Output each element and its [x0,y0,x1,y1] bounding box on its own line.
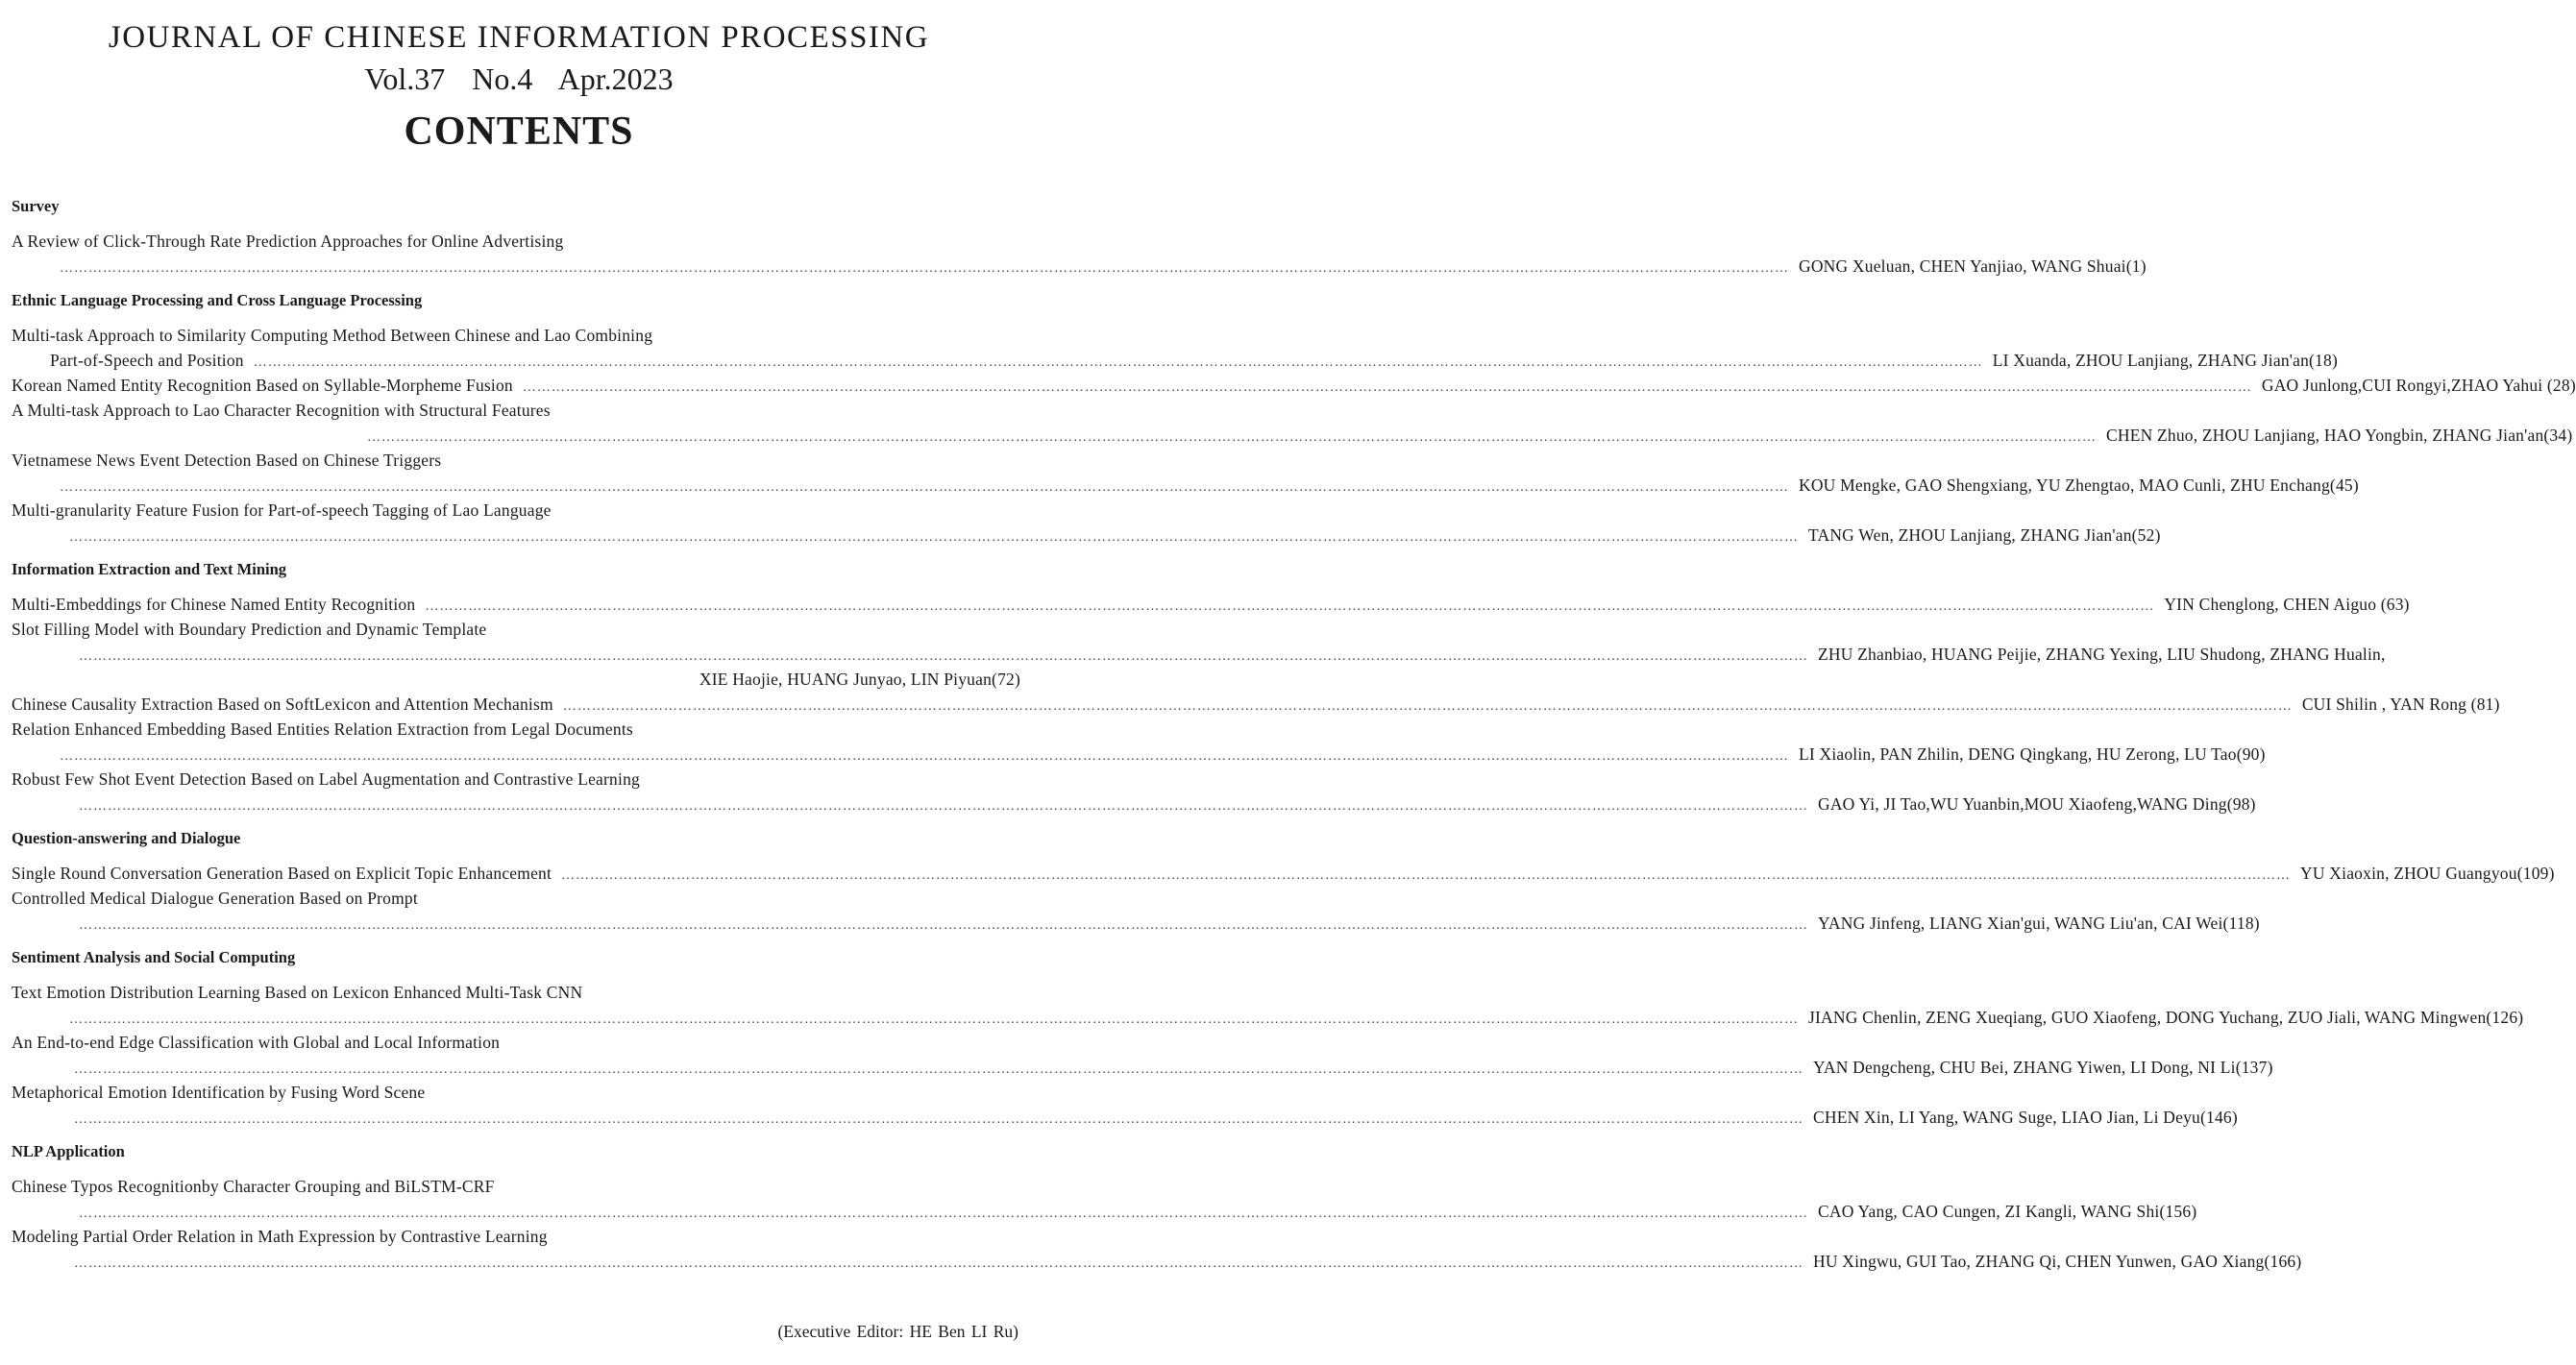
entry-title-text: Korean Named Entity Recognition Based on Syllable-Morpheme Fusion [12,376,513,395]
toc-entry[interactable] [12,861,2555,886]
entry-title-text: Metaphorical Emotion Identification by Fusing Word Scene [12,1083,426,1102]
section-title: Question-answering and Dialogue [12,829,241,847]
section-title: Ethnic Language Processing and Cross Language Processing [12,291,423,309]
toc-entry[interactable] [12,498,2161,548]
entry-author-line [12,1105,2238,1130]
entry-title-text: Vietnamese News Event Detection Based on Chinese Triggers [12,451,442,470]
entry-title-text: Controlled Medical Dialogue Generation Based on Prompt [12,889,418,908]
entry-author-line [12,692,2500,717]
entry-author-line [12,861,2555,886]
toc-entry[interactable] [12,448,2359,498]
entry-author-line [12,1249,2302,1274]
entry-authors-page: GAO Junlong,CUI Rongyi,ZHAO Yahui (28) [2261,376,2576,395]
entry-author-line [12,1055,2273,1080]
dot-leader: ……………………………………………………………………………………………………………………………………………………………………………………………………………………………………………………………………………………………………………………………… [79,918,1808,933]
entry-author-line [12,792,2256,817]
entry-authors-page: HU Xingwu, GUI Tao, ZHANG Qi, CHEN Yunwen, GAO Xiang(166) [1813,1252,2302,1271]
toc-entry[interactable] [12,717,2266,767]
toc-section [12,557,2500,817]
entry-authors-page: CHEN Xin, LI Yang, WANG Suge, LIAO Jian, Li Deyu(146) [1813,1108,2238,1127]
entry-title-text: Multi-task Approach to Similarity Computing Method Between Chinese and Lao Combining [12,326,653,345]
entry-author-line [12,1199,2197,1224]
toc-entry[interactable] [12,692,2500,717]
dot-leader: ……………………………………………………………………………………………………………………………………………………………………………………………………………………………………………………………………………………………………………………………… [561,868,2292,883]
dot-leader: ……………………………………………………………………………………………………………………………………………………………………………………………………………………………………………………………………………………………………………………………… [562,699,2293,714]
journal-header [0,17,1038,159]
toc-entry[interactable] [12,617,2386,692]
toc-section [12,826,2555,936]
toc-entry[interactable] [12,398,2573,448]
toc-entry[interactable] [12,886,2260,936]
section-title: NLP Application [12,1142,125,1160]
entry-author-line [12,642,2386,667]
entry-author-line [12,348,2338,373]
entry-author-line [12,373,2576,398]
executive-editor-note: (Executive Editor: HE Ben LI Ru) [777,1322,1018,1341]
entry-authors-page: GONG Xueluan, CHEN Yanjiao, WANG Shuai(1) [1799,256,2147,276]
entry-authors-page: TANG Wen, ZHOU Lanjiang, ZHANG Jian'an(52) [1808,525,2161,545]
toc-entry[interactable] [12,592,2410,617]
section-title: Survey [12,197,60,215]
entry-authors-page: CAO Yang, CAO Cungen, ZI Kangli, WANG Shi(156) [1818,1202,2197,1221]
entry-authors-page: KOU Mengke, GAO Shengxiang, YU Zhengtao, MAO Cunli, ZHU Enchang(45) [1799,475,2359,495]
table-of-contents [12,194,2576,1283]
toc-entry[interactable] [12,229,2147,279]
issue-info: Vol.37 No.4 Apr.2023 [364,61,674,96]
dot-leader: ……………………………………………………………………………………………………………………………………………………………………………………………………………………………………………………………………………………………………………………………… [253,355,1983,370]
contents-heading: CONTENTS [404,110,634,154]
entry-title-text: Modeling Partial Order Relation in Math Expression by Contrastive Learning [12,1227,548,1246]
entry-authors-page: LI Xiaolin, PAN Zhilin, DENG Qingkang, HU Zerong, LU Tao(90) [1799,744,2266,764]
toc-entry[interactable] [12,1224,2302,1274]
toc-entry[interactable] [12,373,2576,398]
entry-author-line [12,473,2359,498]
entry-author-line [12,423,2573,448]
dot-leader: ……………………………………………………………………………………………………………………………………………………………………………………………………………………………………………………………………………………………………………………………… [367,430,2097,445]
dot-leader: ……………………………………………………………………………………………………………………………………………………………………………………………………………………………………………………………………………………………………………………………… [79,799,1808,814]
entry-title-text: Text Emotion Distribution Learning Based on Lexicon Enhanced Multi-Task CNN [12,983,583,1002]
entry-authors-page: YAN Dengcheng, CHU Bei, ZHANG Yiwen, LI Dong, NI Li(137) [1813,1058,2273,1077]
dot-leader: ……………………………………………………………………………………………………………………………………………………………………………………………………………………………………………………………………………………………………………………………… [425,599,2155,614]
entry-title-text: Single Round Conversation Generation Based on Explicit Topic Enhancement [12,864,552,883]
journal-title: JOURNAL OF CHINESE INFORMATION PROCESSING [108,20,930,55]
toc-entry[interactable] [12,1080,2238,1130]
entry-authors-continued: XIE Haojie, HUANG Junyao, LIN Piyuan(72) [699,670,1020,689]
entry-title-text: Robust Few Shot Event Detection Based on Label Augmentation and Contrastive Learning [12,769,640,789]
entry-authors-page: YANG Jinfeng, LIANG Xian'gui, WANG Liu'an, CAI Wei(118) [1818,914,2260,933]
entry-title-text: A Review of Click-Through Rate Prediction Approaches for Online Advertising [12,232,564,251]
entry-authors-page: ZHU Zhanbiao, HUANG Peijie, ZHANG Yexing, LIU Shudong, ZHANG Hualin, [1818,645,2386,664]
dot-leader: ……………………………………………………………………………………………………………………………………………………………………………………………………………………………………………………………………………………………………………………………… [74,1112,1803,1127]
toc-entry[interactable] [12,323,2338,373]
toc-section [12,945,2524,1130]
entry-title-text: Chinese Typos Recognitionby Character Grouping and BiLSTM-CRF [12,1177,495,1196]
entry-title-text: A Multi-task Approach to Lao Character Recognition with Structural Features [12,401,551,420]
entry-author-line [12,1005,2524,1030]
toc-section [12,288,2576,548]
section-title: Sentiment Analysis and Social Computing [12,948,296,966]
dot-leader: ……………………………………………………………………………………………………………………………………………………………………………………………………………………………………………………………………………………………………………………………… [522,380,2252,395]
dot-leader: ……………………………………………………………………………………………………………………………………………………………………………………………………………………………………………………………………………………………………………………………… [74,1256,1803,1271]
entry-authors-page: LI Xuanda, ZHOU Lanjiang, ZHANG Jian'an(18) [1992,351,2338,370]
entry-authors-page: CHEN Zhuo, ZHOU Lanjiang, HAO Yongbin, ZHANG Jian'an(34) [2106,426,2573,445]
entry-author-line [12,254,2147,279]
dot-leader: ……………………………………………………………………………………………………………………………………………………………………………………………………………………………………………………………………………………………………………………………… [79,649,1808,664]
entry-title-text: Part-of-Speech and Position [50,351,244,370]
entry-title-text: An End-to-end Edge Classification with Global and Local Information [12,1033,501,1052]
entry-title-text: Slot Filling Model with Boundary Prediction and Dynamic Template [12,620,487,639]
entry-title-text: Multi-granularity Feature Fusion for Part-of-speech Tagging of Lao Language [12,500,552,520]
entry-authors-page: JIANG Chenlin, ZENG Xueqiang, GUO Xiaofeng, DONG Yuchang, ZUO Jiali, WANG Mingwen(126) [1808,1008,2524,1027]
dot-leader: ……………………………………………………………………………………………………………………………………………………………………………………………………………………………………………………………………………………………………………………………… [79,1207,1808,1221]
dot-leader: ……………………………………………………………………………………………………………………………………………………………………………………………………………………………………………………………………………………………………………………………… [60,749,1789,764]
entry-authors-page: GAO Yi, JI Tao,WU Yuanbin,MOU Xiaofeng,WANG Ding(98) [1818,794,2256,814]
dot-leader: ……………………………………………………………………………………………………………………………………………………………………………………………………………………………………………………………………………………………………………………………… [60,261,1789,276]
toc-section [12,1139,2302,1274]
section-title: Information Extraction and Text Mining [12,560,287,578]
toc-entry[interactable] [12,1030,2273,1080]
entry-author-line [12,911,2260,936]
entry-authors-page: YIN Chenglong, CHEN Aiguo (63) [2164,595,2410,614]
toc-section [12,194,2147,279]
toc-entry[interactable] [12,1174,2197,1224]
toc-entry[interactable] [12,980,2524,1030]
toc-entry[interactable] [12,767,2256,817]
entry-author-line [12,523,2161,548]
entry-author-line [12,742,2266,767]
entry-author-line [12,592,2410,617]
dot-leader: ……………………………………………………………………………………………………………………………………………………………………………………………………………………………………………………………………………………………………………………………… [74,1062,1803,1077]
entry-title-text: Relation Enhanced Embedding Based Entities Relation Extraction from Legal Documents [12,719,633,739]
entry-title-text: Multi-Embeddings for Chinese Named Entity Recognition [12,595,416,614]
dot-leader: ……………………………………………………………………………………………………………………………………………………………………………………………………………………………………………………………………………………………………………………………… [69,530,1799,545]
dot-leader: ……………………………………………………………………………………………………………………………………………………………………………………………………………………………………………………………………………………………………………………………… [69,1012,1799,1027]
dot-leader: ……………………………………………………………………………………………………………………………………………………………………………………………………………………………………………………………………………………………………………………………… [60,480,1789,495]
entry-title-text: Chinese Causality Extraction Based on SoftLexicon and Attention Mechanism [12,695,553,714]
entry-authors-page: YU Xiaoxin, ZHOU Guangyou(109) [2300,864,2555,883]
entry-authors-page: CUI Shilin , YAN Rong (81) [2301,695,2500,714]
